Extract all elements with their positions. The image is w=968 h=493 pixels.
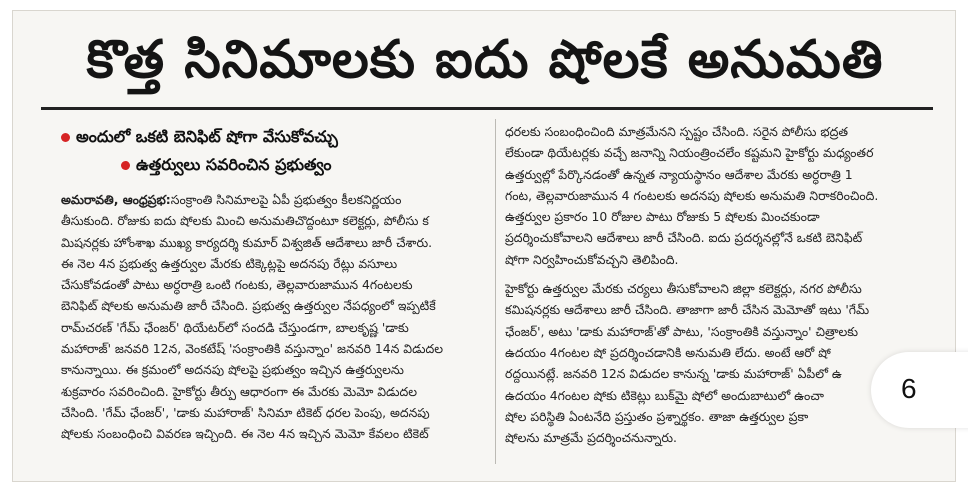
article-line: షోల పరిస్థితి ఏంటనేది ప్రస్తుతం ప్రశ్నార్థకం. తాజా ఉత్తర్వుల ప్రకా [505,408,809,424]
article-line: హైకోర్టు ఉత్తర్వుల మేరకు చర్యలు తీసుకోవాలని జిల్లా కలెక్టర్లు, నగర పోలీసు [505,281,862,297]
article-line: ప్రదర్శించుకోవాలని ఆదేశాలు జారీ చేసింది. ఐదు ప్రదర్శనల్లోనే ఒకటి బెనిఫిట్ [505,230,863,246]
article-line: కానున్నాయి. ఈ క్రమంలో అదనపు షోలపై ప్రభుత్వం ఇచ్చిన ఉత్తర్వులను [61,362,404,378]
article-line: షోలకు సంబంధించి వివరణ ఇచ్చింది. ఈ నెల 4న ఇచ్చిన మెమో కేవలం టికెట్ [61,426,429,442]
article-line: షోగా నిర్వహించుకోవచ్చని తెలిపింది. [505,251,679,267]
article-line: మిషనర్లకు హోంశాఖ ముఖ్య కార్యదర్శి కుమార్ విశ్వజిత్ ఆదేశాలు జారీ చేశారు. [61,234,433,250]
subheading-2: ఉత్తర్వులు సవరించిన ప్రభుత్వం [61,151,501,179]
article-line: ఉత్తర్వుల్లో పేర్కొనడంతో ఉన్నత న్యాయస్థానం ఆదేశాల మేరకు అర్ధరాత్రి 1 [505,166,853,182]
article-left-column [61,189,489,445]
article-line: ఉత్తర్వుల ప్రకారం 10 రోజుల పాటు రోజుకు 5 షోలకు మించకుండా [505,209,820,225]
article-line: కమిషనర్లకు ఆదేశాలు జారీ చేసింది. తాజాగా జారీ చేసిన మెమోతో ఇటు 'గేమ్ [505,302,870,318]
headline-rule [41,107,933,110]
headline: కొత్త సినిమాలకు ఐదు షోలకే అనుమతి [86,30,884,90]
article-line: ఉదయం 4గంటల షో ప్రదర్శించడానికి అనుమతి లేదు. అంటే ఆరో షో [505,344,831,360]
article-line: శుక్రవారం సవరించింది. హైకోర్టు తీర్పు ఆధారంగా ఈ మేరకు మెమో విడుదల [61,383,418,399]
red-bullet-icon [61,133,70,142]
page-number-badge[interactable] [871,352,968,428]
article-line: ధరలకు సంబంధించింది మాత్రమేనని స్పష్టం చేసింది. సరైన పోలీసు భద్రత [505,124,849,139]
article-line: తీసుకుంది. రోజుకు ఐదు షోలకు మించి అనుమతిచొద్దంటూ కలెక్టర్లు, పోలీసు క [61,213,429,229]
article-line: ఈ నెల 4న ప్రభుత్వ ఉత్తర్వుల మేరకు టిక్కెట్లపై అదనపు రేట్లు వసూలు [61,255,398,271]
subheadings [61,123,501,179]
article-line: మహారాజ్' జనవరి 12న, వెంకటేష్ 'సంక్రాంతికి వస్తున్నాం' జనవరి 14న విడుదల [61,341,444,357]
dateline: అమరావతి, ఆంధ్రప్రభ: [61,192,171,207]
subheading-1: అందులో ఒకటి బెనిఫిట్ షోగా వేసుకోవచ్చు [61,123,501,151]
article-line: షోలను మాత్రమే ప్రదర్శించనున్నారు. [505,430,677,446]
column-divider [495,119,496,464]
article-line: ఉదయం 4గంటల షోకు టికెట్లు బుక్‌మై షోలో అందుబాటులో ఉంచా [505,387,824,403]
article-line: లేకుండా థియేటర్లకు వచ్చే జనాన్ని నియంత్రించలేం కష్టమని హైకోర్టు మధ్యంతర [505,145,874,161]
article-line: అమరావతి, ఆంధ్రప్రభ:సంక్రాంతి సినిమాలపై ఏపీ ప్రభుత్వం కీలకనిర్ణయం [61,192,402,207]
article-line: గంట, తెల్లవారుజామున 4 గంటలకు అదనపు షోలకు అనుమతి నిరాకరించింది. [505,187,879,203]
article-line: రద్దయినట్లే. జనవరి 12న విడుదల కానున్న 'డాకు మహారాజ్' ఏపీలో ఉ [505,366,842,382]
red-bullet-icon [121,161,130,170]
article-line: చేసుకోవడంతో పాటు అర్ధరాత్రి ఒంటి గంటకు, తెల్లవారుజామున 4గంటలకు [61,277,413,293]
article-line: ఛేంజర్', అటు 'డాకు మహారాజ్'తో పాటు, 'సంక్రాంతికి వస్తున్నాం' చిత్రాలకు [505,323,859,339]
article-line: చేసింది. 'గేమ్ ఛేంజర్', 'డాకు మహారాజ్' సినిమా టికెట్ ధరల పెంపు, అదనపు [61,404,430,420]
page-number: 6 [901,373,917,404]
article-line: రామ్‌చరణ్ 'గేమ్ ఛేంజర్' థియేటర్‌లో సందడి చేస్తుండగా, బాలకృష్ణ 'డాకు [61,319,409,335]
newspaper-clipping [12,10,956,482]
article-line: బెనిఫిట్ షోలకు అనుమతి జారీ చేసింది. ప్రభుత్వ ఉత్తర్వుల నేపధ్యంలో ఇప్పటికే [61,298,436,314]
